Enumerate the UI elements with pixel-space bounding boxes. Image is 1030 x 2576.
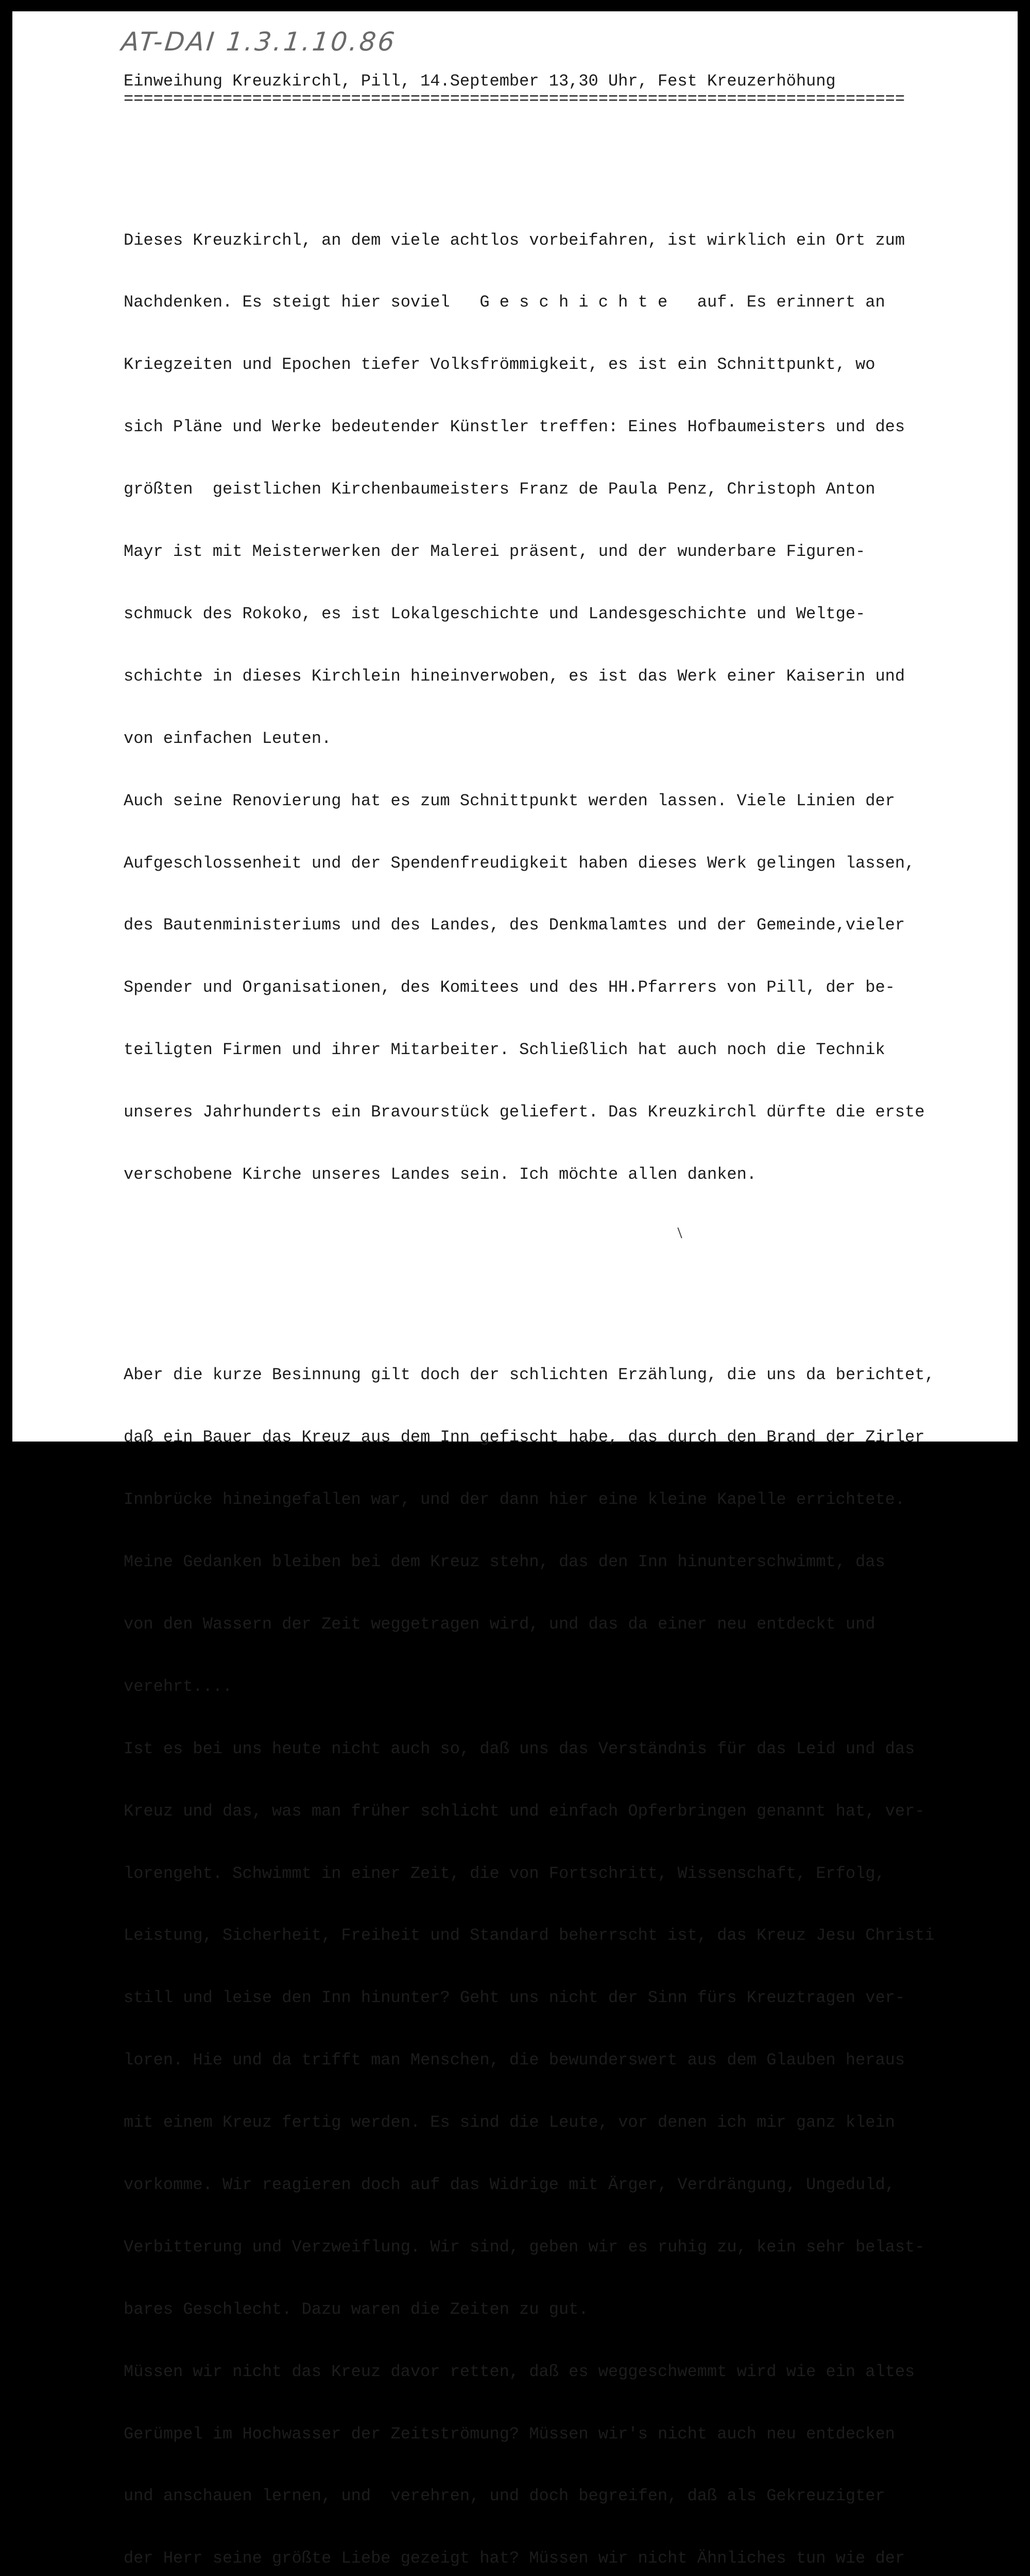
paragraph-2 (124, 1324, 989, 2576)
document-title: Einweihung Kreuzkirchl, Pill, 14.September 13,30 Uhr, Fest Kreuzerhöhung (124, 72, 836, 91)
text-line: teiligten Firmen und ihrer Mitarbeiter. Schließlich hat auch noch die Technik (124, 1040, 885, 1060)
text-line: Innbrücke hineingefallen war, und der dann hier eine kleine Kapelle errichtete. (124, 1490, 905, 1510)
text-line: Nachdenken. Es steigt hier soviel G e s c h i c h t e auf. Es erinnert an (124, 293, 885, 312)
document-page (12, 11, 1018, 2568)
text-line: verschobene Kirche unseres Landes sein. Ich möchte allen danken. (124, 1164, 757, 1184)
text-line: unseres Jahrhunderts ein Bravourstück geliefert. Das Kreuzkirchl dürfte die erste (124, 1103, 925, 1122)
text-line: bares Geschlecht. Dazu waren die Zeiten zu gut. (124, 2299, 589, 2319)
title-double-underline: =============================================================================== (124, 90, 905, 109)
text-line: mit einem Kreuz fertig werden. Es sind die Leute, vor denen ich mir ganz klein (124, 2113, 895, 2132)
text-line: Aber die kurze Besinnung gilt doch der schlichten Erzählung, die uns da berichtet, (124, 1365, 935, 1385)
archive-reference-handwritten: AT-DAI 1.3.1.10.86 (119, 27, 398, 57)
text-line: Kreuz und das, was man früher schlicht und einfach Opferbringen genannt hat, ver- (124, 1801, 925, 1821)
text-line: Spender und Organisationen, des Komitees und des HH.Pfarrers von Pill, der be- (124, 978, 895, 997)
text-line: Gerümpel im Hochwasser der Zeitströmung? Müssen wir's nicht auch neu entdecken (124, 2424, 895, 2444)
text-line: still und leise den Inn hinunter? Geht uns nicht der Sinn fürs Kreuztragen ver- (124, 1988, 905, 2008)
text-line: Verbitterung und Verzweiflung. Wir sind, geben wir es ruhig zu, kein sehr belast- (124, 2237, 925, 2257)
text-line: der Herr seine größte Liebe gezeigt hat? Müssen wir nicht Ähnliches tun wie der (124, 2549, 905, 2568)
text-line: loren. Hie und da trifft man Menschen, die bewunderswert aus dem Glauben heraus (124, 2050, 905, 2070)
text-line: vorkomme. Wir reagieren doch auf das Widrige mit Ärger, Verdrängung, Ungeduld, (124, 2175, 895, 2195)
text-line: Kriegzeiten und Epochen tiefer Volksfrömmigkeit, es ist ein Schnittpunkt, wo (124, 355, 876, 375)
body-text (124, 150, 989, 2576)
text-line: größten geistlichen Kirchenbaumeisters Franz de Paula Penz, Christoph Anton (124, 480, 876, 499)
text-line: Aufgeschlossenheit und der Spendenfreudigkeit haben dieses Werk gelingen lassen, (124, 853, 915, 873)
text-line: des Bautenministeriums und des Landes, des Denkmalamtes und der Gemeinde,vieler (124, 916, 905, 935)
text-line: Ist es bei uns heute nicht auch so, daß uns das Verständnis für das Leid und das (124, 1739, 915, 1758)
text-line: sich Pläne und Werke bedeutender Künstler treffen: Eines Hofbaumeisters und des (124, 417, 905, 437)
text-line: Müssen wir nicht das Kreuz davor retten, daß es weggeschwemmt wird wie ein altes (124, 2362, 915, 2381)
text-line: schichte in dieses Kirchlein hineinverwoben, es ist das Werk einer Kaiserin und (124, 666, 905, 686)
text-line: Auch seine Renovierung hat es zum Schnittpunkt werden lassen. Viele Linien der (124, 791, 895, 810)
text-line: daß ein Bauer das Kreuz aus dem Inn gefischt habe, das durch den Brand der Zirler (124, 1428, 925, 1447)
text-line: und anschauen lernen, und verehren, und doch begreifen, daß als Gekreuzigter (124, 2486, 885, 2506)
text-line: schmuck des Rokoko, es ist Lokalgeschichte und Landesgeschichte und Weltge- (124, 604, 866, 623)
text-line: verehrt.... (124, 1676, 233, 1696)
text-line: Meine Gedanken bleiben bei dem Kreuz stehn, das den Inn hinunterschwimmt, das (124, 1552, 885, 1572)
text-line: lorengeht. Schwimmt in einer Zeit, die von Fortschritt, Wissenschaft, Erfolg, (124, 1863, 885, 1883)
text-line: von einfachen Leuten. (124, 728, 332, 748)
paragraph-1 (124, 189, 989, 1227)
text-line: von den Wassern der Zeit weggetragen wird, und das da einer neu entdeckt und (124, 1615, 876, 1634)
text-line: Dieses Kreuzkirchl, an dem viele achtlos vorbeifahren, ist wirklich ein Ort zum (124, 230, 905, 250)
text-line: Mayr ist mit Meisterwerken der Malerei präsent, und der wunderbare Figuren- (124, 542, 866, 562)
text-line: Leistung, Sicherheit, Freiheit und Standard beherrscht ist, das Kreuz Jesu Christi (124, 1926, 935, 1945)
paragraph-gap (124, 1265, 989, 1285)
